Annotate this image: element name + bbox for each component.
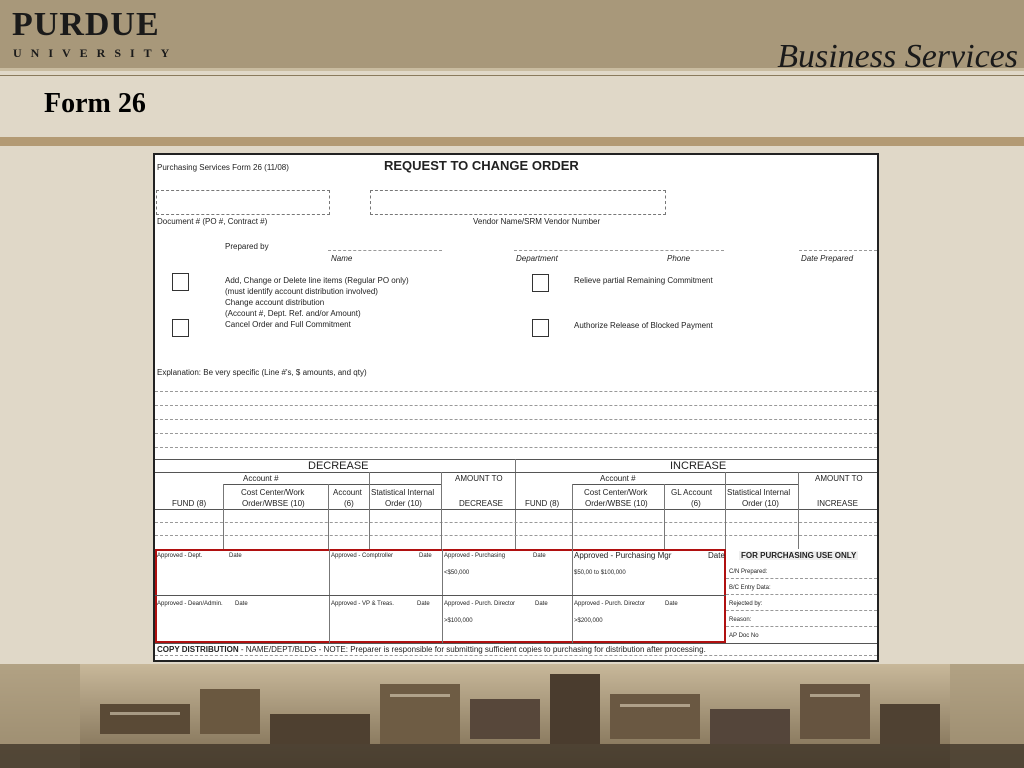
approval-purchasing-date: Date (533, 553, 546, 559)
approvals-col-3 (572, 549, 573, 643)
decrease-cost-center-header-2: Order/WBSE (10) (242, 499, 305, 508)
form-heading: REQUEST TO CHANGE ORDER (384, 158, 579, 173)
change-distribution-label-1: Change account distribution (225, 298, 325, 307)
account-table-top-rule (155, 459, 877, 460)
prepared-by-label: Prepared by (225, 242, 269, 251)
decrease-title: DECREASE (308, 460, 369, 472)
vendor-name-field[interactable] (370, 190, 666, 215)
decrease-amount-header: DECREASE (459, 499, 504, 508)
account-table-header-rule (155, 509, 877, 510)
purchasing-use-title: FOR PURCHASING USE ONLY (741, 551, 857, 560)
rejected-by-label: Rejected by: (729, 601, 763, 607)
account-col-divider-3 (369, 472, 370, 549)
explanation-line-2[interactable] (155, 405, 877, 406)
explanation-line-1[interactable] (155, 391, 877, 392)
approval-purchasing-label: Approved - Purchasing (444, 553, 506, 559)
document-number-label: Document # (PO #, Contract #) (157, 217, 268, 226)
copy-distribution-label: COPY DISTRIBUTION (157, 645, 239, 654)
decrease-cost-center-header-1: Cost Center/Work (241, 488, 305, 497)
approvals-col-2 (442, 549, 443, 643)
decrease-amount-label-1: AMOUNT TO (455, 474, 503, 483)
change-distribution-label-2: (Account #, Dept. Ref. and/or Amount) (225, 309, 361, 318)
increase-gl-header-2: (6) (691, 499, 701, 508)
department-label: Department (516, 254, 558, 263)
copy-distribution-line[interactable] (155, 655, 877, 656)
approval-purch-dir-label-2: Approved - Purch. Director (574, 601, 646, 607)
add-change-label-2: (must identify account distribution involved) (225, 287, 378, 296)
date-prepared-line[interactable] (799, 250, 877, 251)
cn-prepared-line[interactable] (726, 578, 877, 579)
rejected-by-line[interactable] (726, 610, 877, 611)
copy-distribution-note (157, 645, 706, 654)
vendor-name-label: Vendor Name/SRM Vendor Number (473, 217, 601, 226)
account-row-1[interactable] (155, 522, 877, 523)
department-phone-line[interactable] (514, 250, 724, 251)
decrease-fund-header: FUND (8) (172, 499, 207, 508)
ap-doc-label: AP Doc No (729, 633, 759, 639)
purdue-logo-university: UNIVERSITY (13, 46, 179, 60)
decrease-account-rule (223, 484, 441, 485)
date-prepared-label: Date Prepared (801, 254, 854, 263)
approval-purch-dir-limit-1: >$100,000 (444, 618, 473, 624)
reason-label: Reason: (729, 617, 752, 623)
add-change-checkbox[interactable] (172, 273, 189, 291)
copy-distribution-rule (155, 643, 877, 644)
approvals-box (155, 549, 726, 643)
explanation-line-3[interactable] (155, 419, 877, 420)
approval-comptroller-date: Date (419, 553, 432, 559)
approvals-mid-rule (155, 595, 726, 596)
authorize-release-label: Authorize Release of Blocked Payment (574, 321, 713, 330)
account-col-divider-1 (223, 484, 224, 549)
phone-label: Phone (667, 254, 691, 263)
form-26-document (153, 153, 879, 662)
explanation-line-4[interactable] (155, 433, 877, 434)
bc-entry-line[interactable] (726, 594, 877, 595)
decrease-account-label: Account # (243, 474, 279, 483)
approval-purch-dir-label-1: Approved - Purch. Director (444, 601, 516, 607)
name-line[interactable] (328, 250, 442, 251)
approval-dept-date: Date (229, 553, 242, 559)
approval-purch-mgr-limit: $50,00 to $100,000 (574, 570, 626, 576)
explanation-label: Explanation: Be very specific (Line #'s, $ amounts, and qty) (157, 368, 367, 377)
account-col-divider-4 (441, 472, 442, 549)
decrease-stat-order-header-2: Order (10) (385, 499, 422, 508)
increase-account-rule (572, 484, 798, 485)
approval-purch-mgr-label: Approved - Purchasing Mgr (574, 551, 672, 560)
add-change-label-1: Add, Change or Delete line items (Regular PO only) (225, 276, 409, 285)
account-col-divider-2 (328, 484, 329, 549)
relieve-commitment-label: Relieve partial Remaining Commitment (574, 276, 713, 285)
increase-stat-order-header-2: Order (10) (742, 499, 779, 508)
account-col-divider-8 (798, 472, 799, 549)
relieve-commitment-checkbox[interactable] (532, 274, 549, 292)
increase-fund-header: FUND (8) (525, 499, 560, 508)
approval-vp-label: Approved - VP & Treas. (331, 601, 394, 607)
increase-cost-center-header-1: Cost Center/Work (584, 488, 648, 497)
copy-distribution-text: - NAME/DEPT/BLDG - NOTE: Preparer is responsible for submitting sufficient copies to purchasing for distribution after processing. (238, 645, 706, 654)
approval-vp-date: Date (417, 601, 430, 607)
increase-cost-center-header-2: Order/WBSE (10) (585, 499, 648, 508)
account-table-title-rule (155, 472, 877, 473)
cn-prepared-label: C/N Prepared: (729, 569, 768, 575)
approval-purch-dir-date-1: Date (535, 601, 548, 607)
form-id: Purchasing Services Form 26 (11/08) (157, 163, 289, 172)
campus-aerial-photo (0, 664, 1024, 768)
increase-gl-header-1: GL Account (671, 488, 713, 497)
document-number-field[interactable] (156, 190, 330, 215)
account-col-divider-6 (664, 484, 665, 549)
purdue-logo-wordmark: PURDUE (12, 6, 160, 43)
explanation-line-5[interactable] (155, 447, 877, 448)
approval-purch-mgr-date: Date (708, 551, 725, 560)
department-title: Business Services (777, 38, 1018, 75)
approval-dean-date: Date (235, 601, 248, 607)
approvals-col-1 (329, 549, 330, 643)
increase-title: INCREASE (670, 460, 727, 472)
reason-line[interactable] (726, 626, 877, 627)
account-col-divider-7 (725, 472, 726, 549)
approval-purch-dir-limit-2: >$200,000 (574, 618, 603, 624)
cancel-order-label: Cancel Order and Full Commitment (225, 320, 351, 329)
increase-amount-header: INCREASE (817, 499, 858, 508)
account-row-2[interactable] (155, 535, 877, 536)
approval-dept-label: Approved - Dept. (157, 553, 203, 559)
name-label: Name (331, 254, 353, 263)
cancel-order-checkbox[interactable] (172, 319, 189, 337)
decrease-stat-order-header-1: Statistical Internal (371, 488, 435, 497)
increase-stat-order-header-1: Statistical Internal (727, 488, 791, 497)
accent-band (0, 137, 1024, 146)
decrease-account-header-1: Account (333, 488, 362, 497)
approval-purch-dir-date-2: Date (665, 601, 678, 607)
approval-dean-label: Approved - Dean/Admin. (157, 601, 223, 607)
authorize-release-checkbox[interactable] (532, 319, 549, 337)
increase-amount-label-1: AMOUNT TO (815, 474, 863, 483)
slide-title: Form 26 (44, 88, 146, 119)
approval-comptroller-label: Approved - Comptroller (331, 553, 394, 559)
increase-account-label: Account # (600, 474, 636, 483)
campus-photo-illustration (0, 664, 1024, 768)
decrease-account-header-2: (6) (344, 499, 354, 508)
approval-purchasing-limit: <$50,000 (444, 570, 470, 576)
account-col-divider-5 (572, 484, 573, 549)
bc-entry-label: B/C Entry Data: (729, 585, 771, 591)
